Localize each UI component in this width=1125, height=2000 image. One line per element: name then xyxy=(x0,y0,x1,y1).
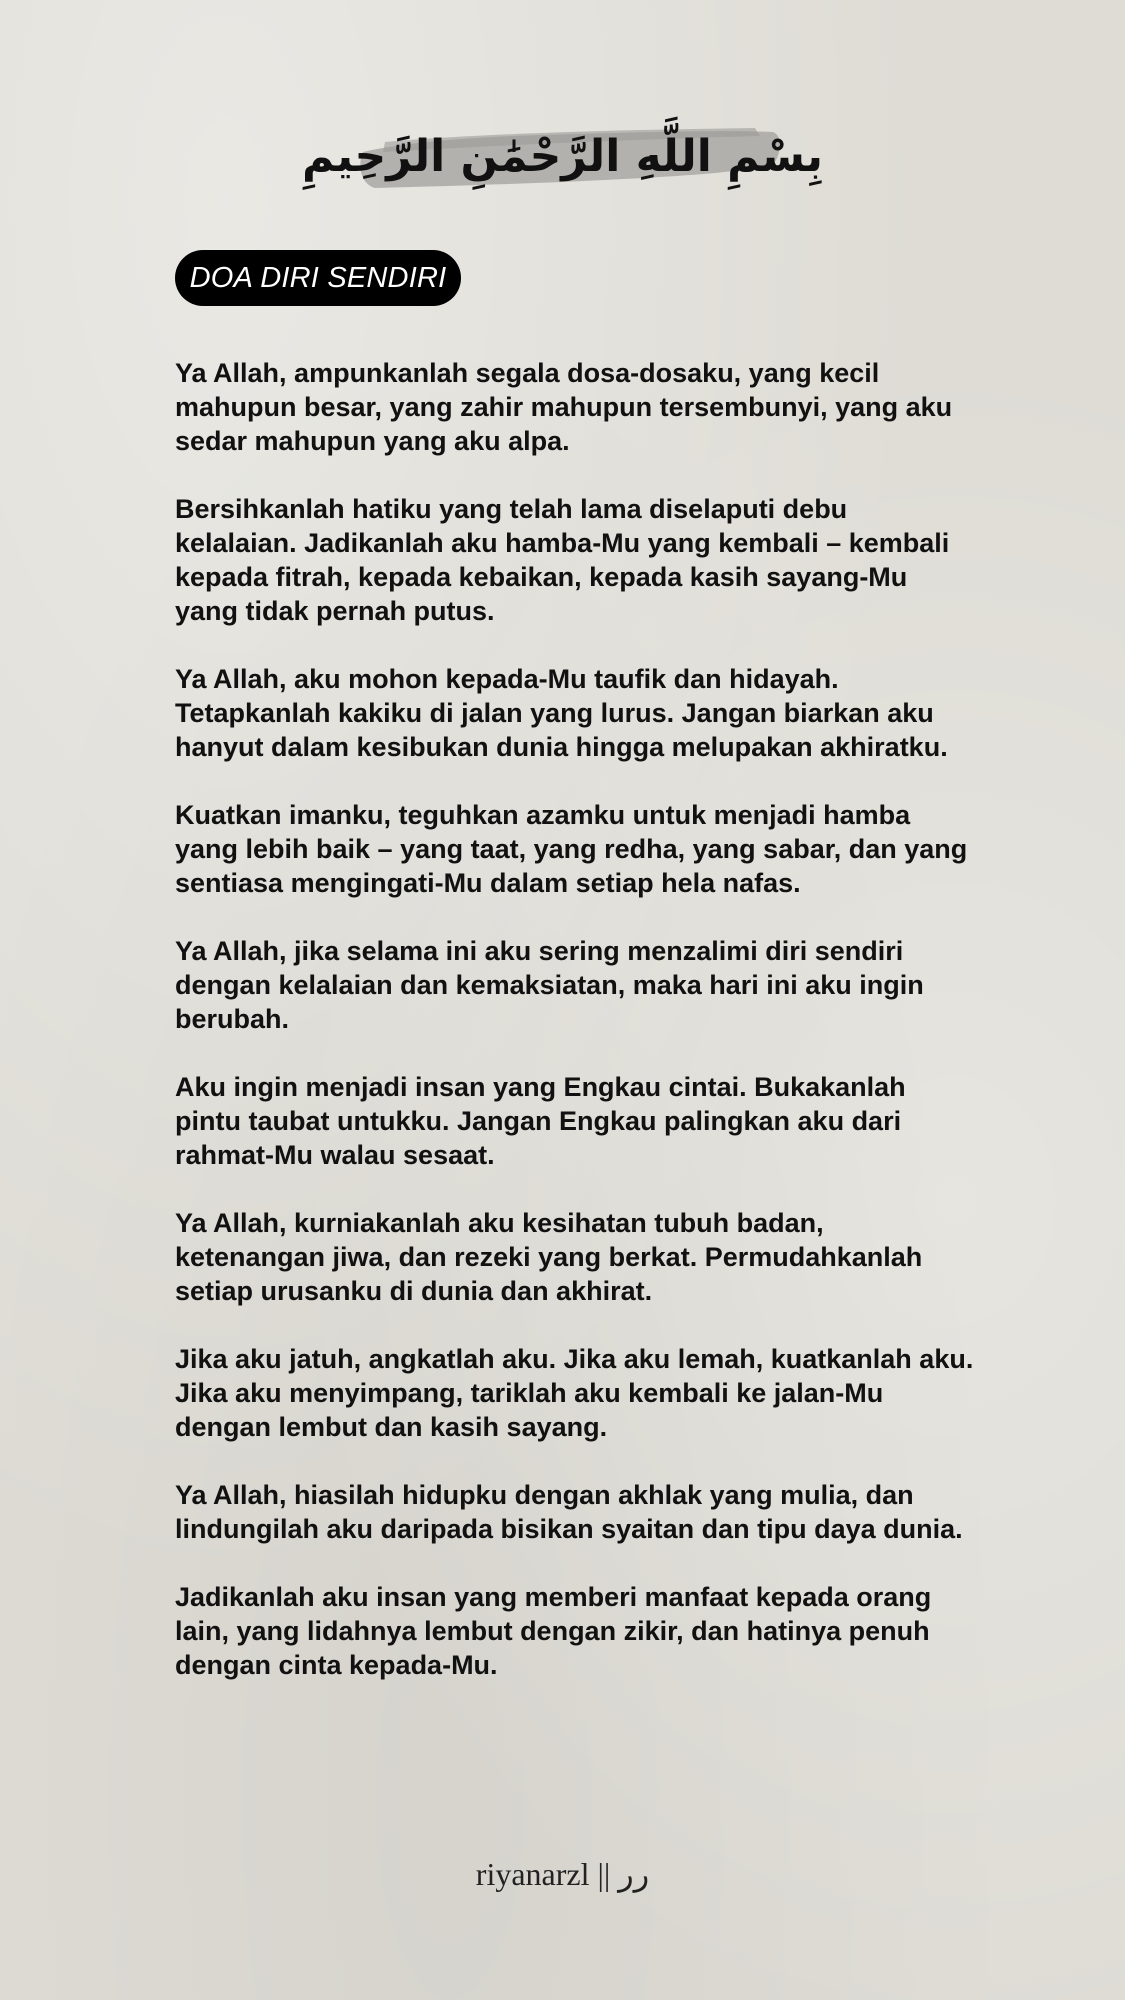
prayer-paragraph-5: Ya Allah, jika selama ini aku sering menzalimi diri sendiri dengan kelalaian dan kemaksiatan, maka hari ini aku ingin berubah. xyxy=(175,936,924,1034)
page-title: DOA DIRI SENDIRI xyxy=(189,261,447,294)
prayer-paragraph-10: Jadikanlah aku insan yang memberi manfaat kepada orang lain, yang lidahnya lembut dengan zikir, dan hatinya penuh dengan cinta kepada-Mu. xyxy=(175,1582,932,1680)
prayer-paragraph-9: Ya Allah, hiasilah hidupku dengan akhlak yang mulia, dan lindungilah aku daripada bisikan syaitan dan tipu daya dunia. xyxy=(175,1480,963,1544)
basmalah-header xyxy=(0,112,1125,202)
prayer-paragraph-3: Ya Allah, aku mohon kepada-Mu taufik dan hidayah. Tetapkanlah kakiku di jalan yang lurus. Jangan biarkan aku hanyut dalam kesibukan dunia hingga melupakan akhiratku. xyxy=(175,664,948,762)
prayer-body xyxy=(175,356,975,1716)
title-badge xyxy=(175,250,461,306)
prayer-paragraph-8: Jika aku jatuh, angkatlah aku. Jika aku lemah, kuatkanlah aku. Jika aku menyimpang, tariklah aku kembali ke jalan-Mu dengan lembut dan kasih sayang. xyxy=(175,1344,974,1442)
prayer-paragraph-4: Kuatkan imanku, teguhkan azamku untuk menjadi hamba yang lebih baik – yang taat, yang redha, yang sabar, dan yang sentiasa mengingati-Mu dalam setiap hela nafas. xyxy=(175,800,968,898)
basmalah-text: بِسْمِ اللَّهِ الرَّحْمَٰنِ الرَّحِيمِ xyxy=(302,131,823,182)
prayer-paragraph-6: Aku ingin menjadi insan yang Engkau cintai. Bukakanlah pintu taubat untukku. Jangan Engkau palingkan aku dari rahmat-Mu walau sesaat. xyxy=(175,1072,906,1170)
prayer-paragraph-1: Ya Allah, ampunkanlah segala dosa-dosaku, yang kecil mahupun besar, yang zahir mahupun tersembunyi, yang aku sedar mahupun yang aku alpa. xyxy=(175,358,953,456)
author-signature: riyanarzl || رر xyxy=(475,1856,650,1892)
prayer-paragraph-2: Bersihkanlah hatiku yang telah lama diselaputi debu kelalaian. Jadikanlah aku hamba-Mu yang kembali – kembali kepada fitrah, kepada kebaikan, kepada kasih sayang-Mu yang tidak pernah putus. xyxy=(175,494,950,626)
prayer-paragraph-7: Ya Allah, kurniakanlah aku kesihatan tubuh badan, ketenangan jiwa, dan rezeki yang berkat. Permudahkanlah setiap urusanku di dunia dan akhirat. xyxy=(175,1208,923,1306)
